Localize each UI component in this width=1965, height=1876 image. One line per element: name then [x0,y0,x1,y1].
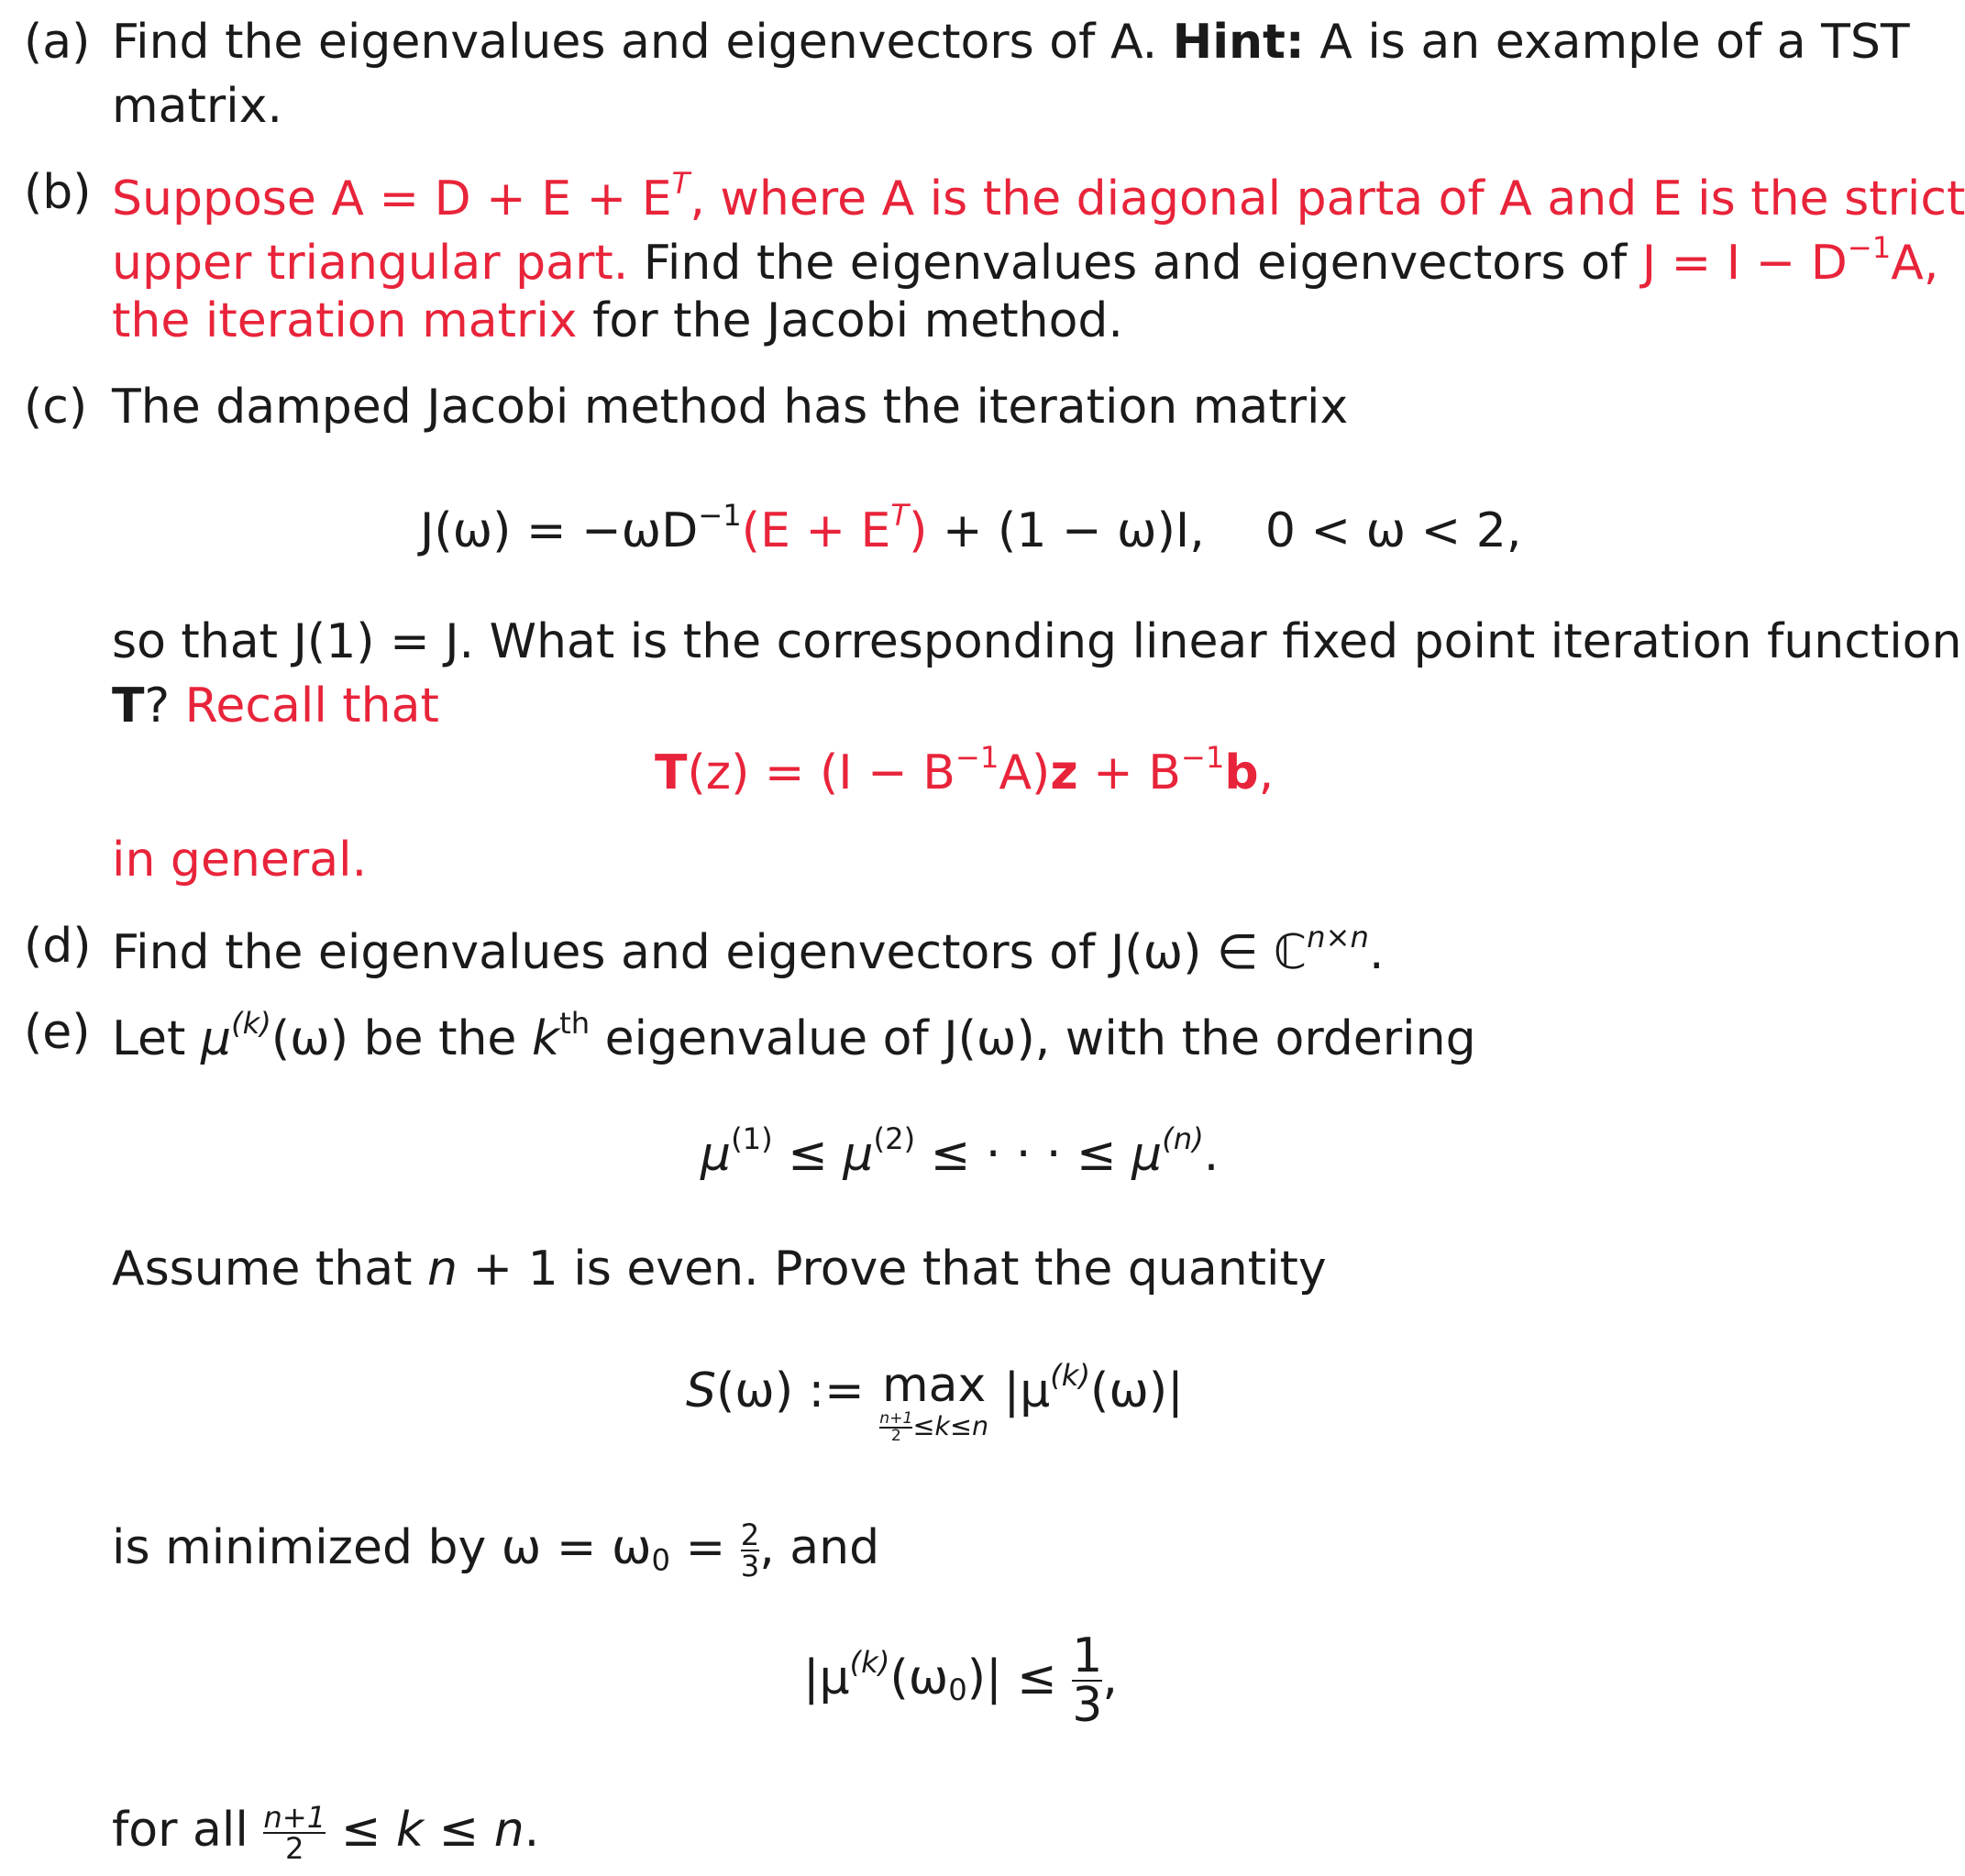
item-c-line2: so that J(1) = J. What is the corresponding linear fixed point iteration function [112,614,1962,669]
item-c-line3: T? Recall that [112,679,439,734]
fixed-point-equation: $T(z) = (I - B^{-1}A)z + B^{-1}b$, [655,740,1275,801]
item-e-line1: Let $\mu^{(k)}(\omega)$ be the $k^{th}$ eigenvalue of J(ω), with the ordering [112,1006,1476,1067]
item-e-line4: for all $\frac{n+1}{2}$ ≤ k ≤ n. [112,1800,540,1867]
item-c-label: (c) [24,380,88,435]
item-d-label: (d) [24,919,92,974]
s-omega-definition: S(ω) := max $\frac{n+1}{2}$ ≤k≤n $|\mu^{(k)}(\omega)|$ [686,1358,1184,1445]
n-plus-one-over-two: $\frac{n+1}{2}$ [263,1800,326,1867]
damped-jacobi-equation: $J(\omega) = -\omega D^{-1}(E + E^T) + (1 - \omega)I$, 0 < ω < 2, [420,498,1522,559]
item-e-line3: is minimized by $\omega = \omega_0$ = $\frac{2}{3}$ , and [112,1517,880,1584]
item-c-line1: The damped Jacobi method has the iteration matrix [112,380,1349,435]
hint-label: Hint: [1172,15,1305,70]
item-c-line4: in general. [112,833,368,888]
item-e-label: (e) [24,1005,91,1060]
item-b-line1: Suppose $A = D + E + E^T$, where A is the diagonal parta of A and E is the strict [112,166,1965,227]
one-third-fraction: $\frac{1}{3}$ [1072,1628,1103,1733]
max-operator: max $\frac{n+1}{2}$ ≤k≤n [879,1358,989,1445]
item-a-line2: matrix. [112,79,283,134]
two-thirds-fraction: $\frac{2}{3}$ [740,1517,760,1584]
item-b-line2: upper triangular part. Find the eigenvalues and eigenvectors of $J = I - D^{-1}A$, [112,230,1939,292]
item-a-line1: Find the eigenvalues and eigenvectors of A. Hint: A is an example of a TST [112,15,1910,70]
item-b-label: (b) [24,165,92,220]
item-b-line3: the iteration matrix for the Jacobi method. [112,293,1123,348]
item-a-label: (a) [24,15,91,70]
eigenvalue-bound: $|\mu^{(k)}(\omega_0)|$ ≤ $\frac{1}{3}$ , [803,1628,1118,1733]
item-e-line2: Assume that n + 1 is even. Prove that the quantity [112,1241,1327,1297]
max-range: $\frac{n+1}{2}$ ≤k≤n [879,1408,989,1445]
eigenvalue-ordering: $\mu^{(1)} \le \mu^{(2)}$ ≤ · · · ≤ $\mu^{(n)}$. [701,1121,1220,1183]
item-d-line1: Find the eigenvalues and eigenvectors of J(ω) ∈ ℂ$^{n\times n}$. [112,920,1385,981]
